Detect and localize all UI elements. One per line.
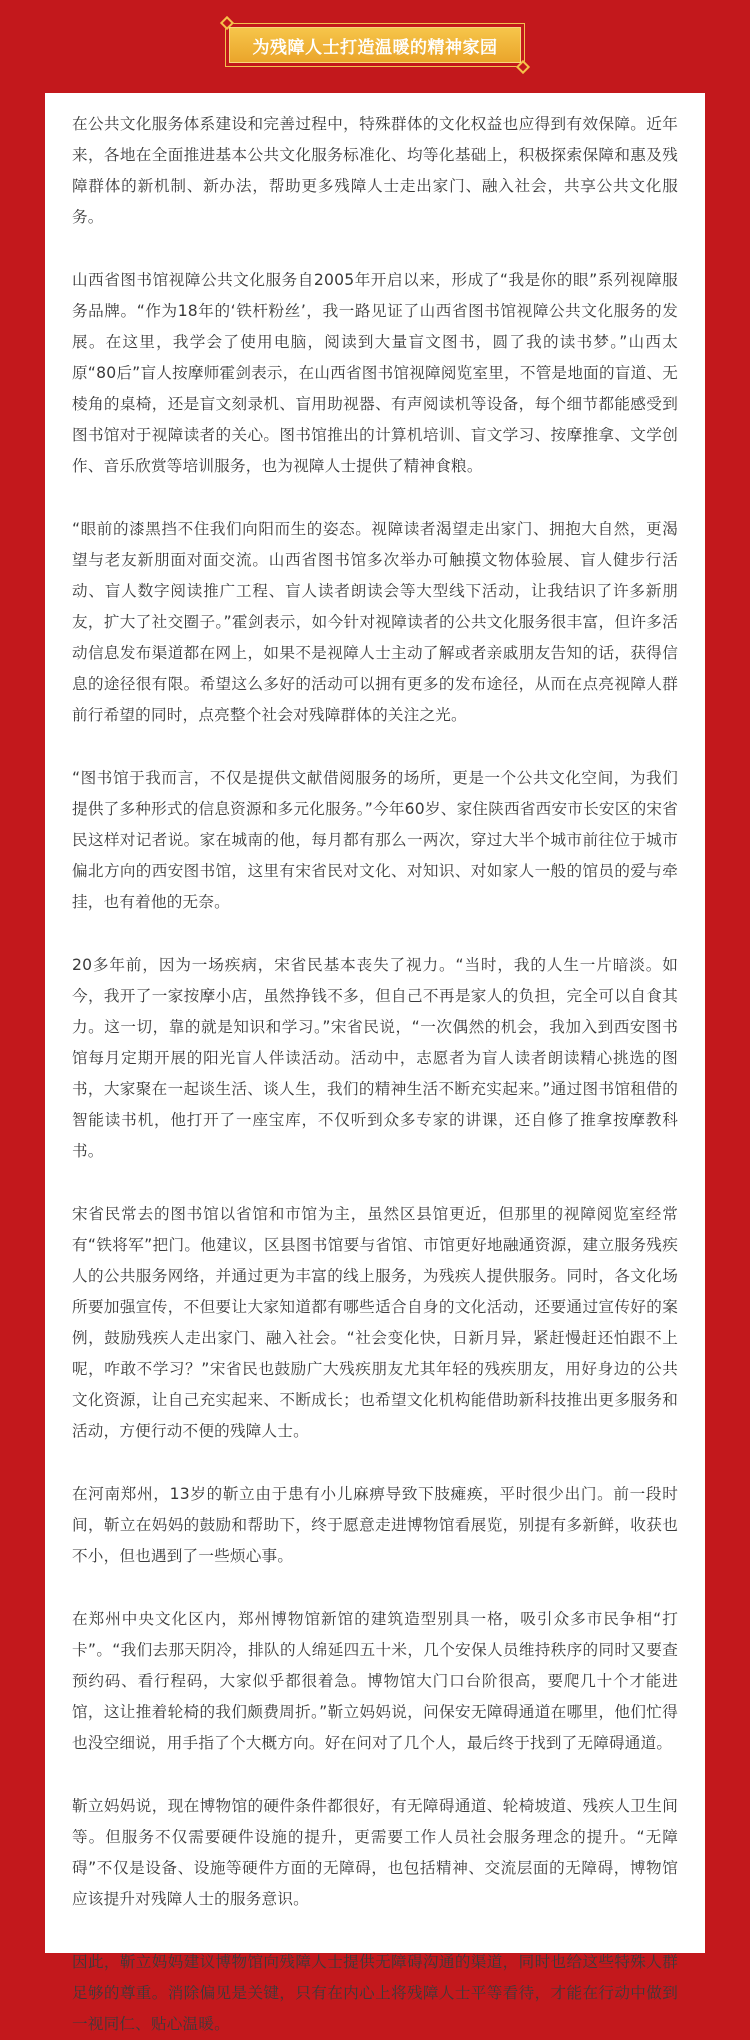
paragraph-6: 宋省民常去的图书馆以省馆和市馆为主，虽然区县馆更近，但那里的视障阅览室经常有“铁将军”把门。他建议，区县图书馆要与省馆、市馆更好地融通资源，建立服务残疾人的公共服务网络，并通过更为丰富的线上服务，为残疾人提供服务。同时，各文化场所要加强宣传，不但要让大家知道都有哪些适合自身的文化活动，还要通过宣传好的案例，鼓励残疾人走出家门、融入社会。“社会变化快，日新月异，紧赶慢赶还怕跟不上呢，咋敢不学习？”宋省民也鼓励广大残疾朋友尤其年轻的残疾朋友，用好身边的公共文化资源，让自己充实起来、不断成长；也希望文化机构能借助新科技推出更多服务和活动，方便行动不便的残障人士。 xyxy=(72,1205,678,1440)
article-card xyxy=(45,93,705,2033)
title-banner xyxy=(225,18,525,72)
paragraph-3: “眼前的漆黑挡不住我们向阳而生的姿态。视障读者渴望走出家门、拥抱大自然，更渴望与老友新朋面对面交流。山西省图书馆多次举办可触摸文物体验展、盲人健步行活动、盲人数字阅读推广工程、盲人读者朗读会等大型线下活动，让我结识了许多新朋友，扩大了社交圈子。”霍剑表示，如今针对视障读者的公共文化服务很丰富，但许多活动信息发布渠道都在网上，如果不是视障人士主动了解或者亲戚朋友告知的话，获得信息的途径很有限。希望这么多好的活动可以拥有更多的发布途径，从而在点亮视障人群前行希望的同时，点亮整个社会对残障群体的关注之光。 xyxy=(72,520,678,724)
paragraph-5: 20多年前，因为一场疾病，宋省民基本丧失了视力。“当时，我的人生一片暗淡。如今，我开了一家按摩小店，虽然挣钱不多，但自己不再是家人的负担，完全可以自食其力。这一切，靠的就是知识和学习。”宋省民说，“一次偶然的机会，我加入到西安图书馆每月定期开展的阳光盲人伴读活动。活动中，志愿者为盲人读者朗读精心挑选的图书，大家聚在一起谈生活、谈人生，我们的精神生活不断充实起来。”通过图书馆租借的智能读书机，他打开了一座宝库，不仅听到众多专家的讲课，还自修了推拿按摩教科书。 xyxy=(72,956,678,1160)
paragraph-2: 山西省图书馆视障公共文化服务自2005年开启以来，形成了“我是你的眼”系列视障服务品牌。“作为18年的‘铁杆粉丝’，我一路见证了山西省图书馆视障公共文化服务的发展。在这里，我学会了使用电脑，阅读到大量盲文图书，圆了我的读书梦。”山西太原“80后”盲人按摩师霍剑表示，在山西省图书馆视障阅览室里，不管是地面的盲道、无棱角的桌椅，还是盲文刻录机、盲用助视器、有声阅读机等设备，每个细节都能感受到图书馆对于视障读者的关心。图书馆推出的计算机培训、盲文学习、按摩推拿、文学创作、音乐欣赏等培训服务，也为视障人士提供了精神食粮。 xyxy=(72,271,678,475)
page-title: 为残障人士打造温暖的精神家园 xyxy=(252,37,498,58)
paragraph-1: 在公共文化服务体系建设和完善过程中，特殊群体的文化权益也应得到有效保障。近年来，各地在全面推进基本公共文化服务标准化、均等化基础上，积极探索保障和惠及残障群体的新机制、新办法，帮助更多残障人士走出家门、融入社会，共享公共文化服务。 xyxy=(72,115,678,226)
title-box xyxy=(229,27,521,63)
paragraph-4: “图书馆于我而言，不仅是提供文献借阅服务的场所，更是一个公共文化空间，为我们提供了多种形式的信息资源和多元化服务。”今年60岁、家住陕西省西安市长安区的宋省民这样对记者说。家在城南的他，每月都有那么一两次，穿过大半个城市前往位于城市偏北方向的西安图书馆，这里有宋省民对文化、对知识、对如家人一般的馆员的爱与牵挂，也有着他的无奈。 xyxy=(72,769,678,911)
paragraph-9: 靳立妈妈说，现在博物馆的硬件条件都很好，有无障碍通道、轮椅坡道、残疾人卫生间等。但服务不仅需要硬件设施的提升，更需要工作人员社会服务理念的提升。“无障碍”不仅是设备、设施等硬件方面的无障碍，也包括精神、交流层面的无障碍，博物馆应该提升对残障人士的服务意识。 xyxy=(72,1797,678,1908)
paragraph-10: 因此，靳立妈妈建议博物馆向残障人士提供无障碍沟通的渠道，同时也给这些特殊人群足够的尊重。消除偏见是关键，只有在内心上将残障人士平等看待，才能在行动中做到一视同仁、贴心温暖。 xyxy=(72,1953,678,2033)
paragraph-7: 在河南郑州，13岁的靳立由于患有小儿麻痹导致下肢瘫痪，平时很少出门。前一段时间，靳立在妈妈的鼓励和帮助下，终于愿意走进博物馆看展览，别提有多新鲜，收获也不小，但也遇到了一些烦心事。 xyxy=(72,1485,678,1565)
paragraph-8: 在郑州中央文化区内，郑州博物馆新馆的建筑造型别具一格，吸引众多市民争相“打卡”。“我们去那天阴冷，排队的人绵延四五十米，几个安保人员维持秩序的同时又要查预约码、看行程码，大家似乎都很着急。博物馆大门口台阶很高，要爬几十个才能进馆，这让推着轮椅的我们颇费周折。”靳立妈妈说，问保安无障碍通道在哪里，他们忙得也没空细说，用手指了个大概方向。好在问对了几个人，最后终于找到了无障碍通道。 xyxy=(72,1610,678,1752)
